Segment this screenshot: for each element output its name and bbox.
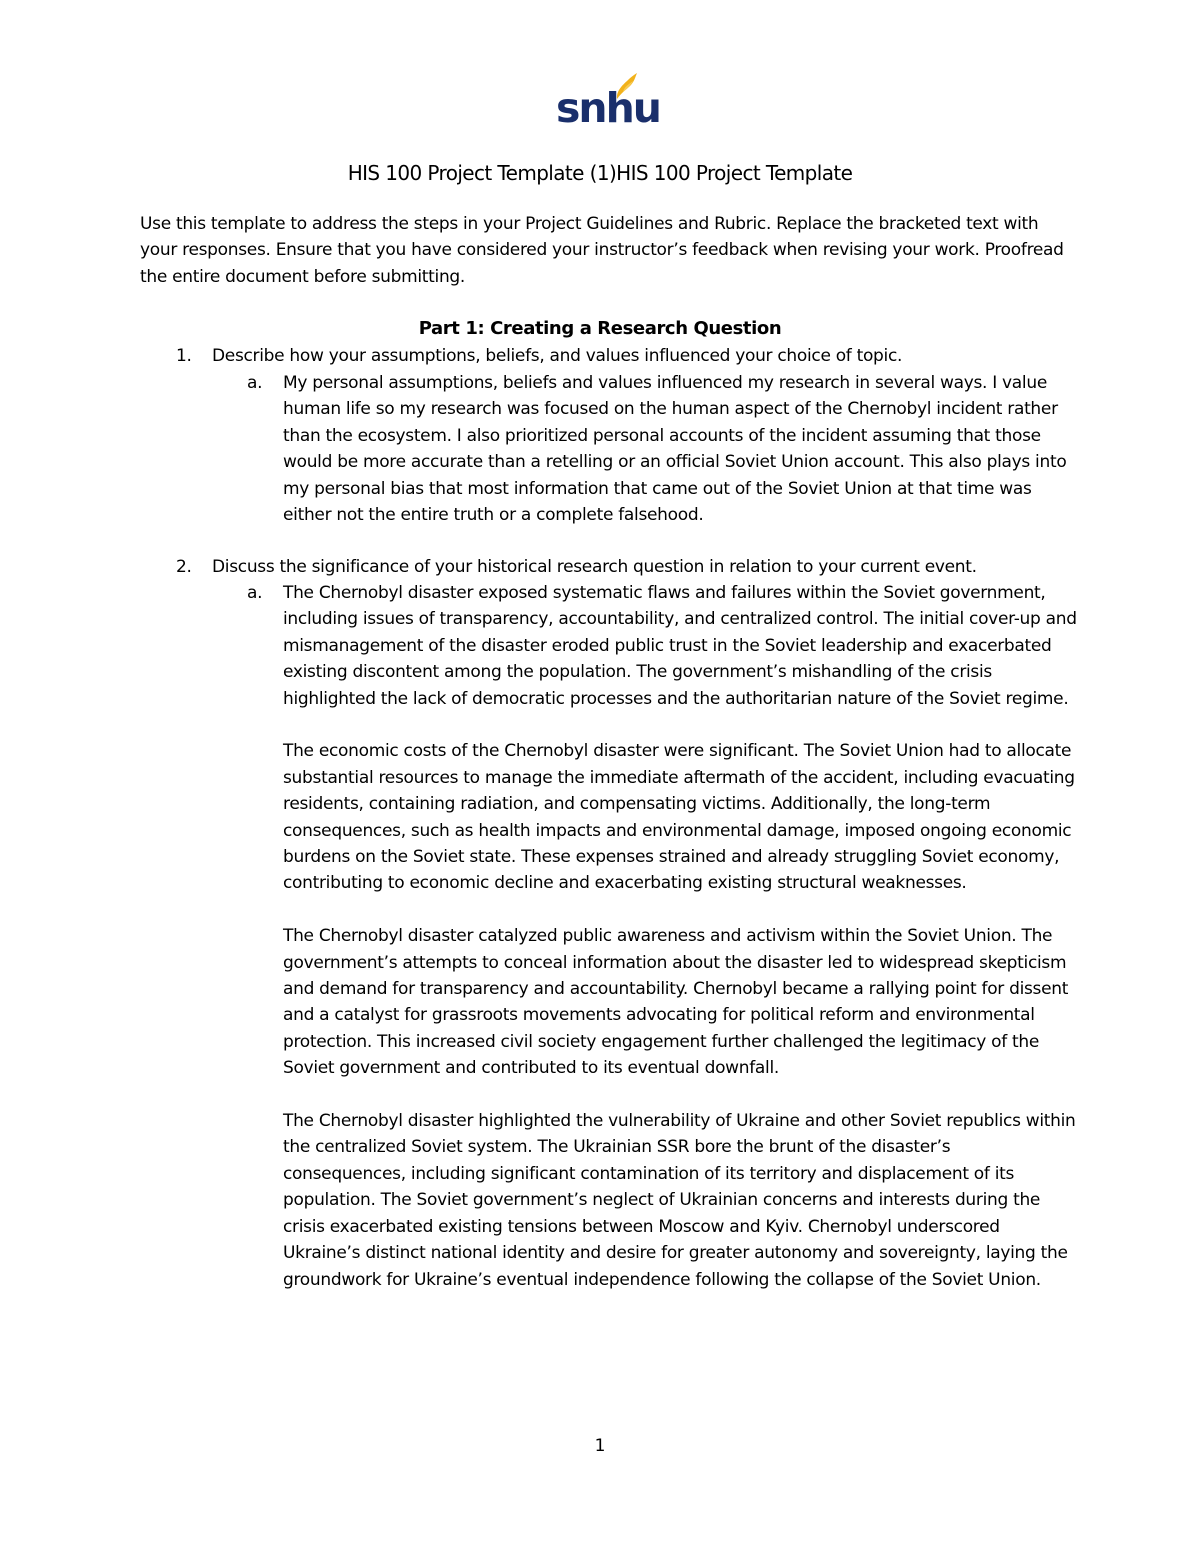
part-1-heading: Part 1: Creating a Research Question <box>418 318 782 339</box>
page-number: 1 <box>594 1436 606 1456</box>
answer-letter: a. <box>247 373 263 393</box>
question-prompt: Discuss the significance of your historical research question in relation to your current event. <box>212 557 977 577</box>
question-prompt: Describe how your assumptions, beliefs, and values influenced your choice of topic. <box>212 346 903 366</box>
answer-2 <box>247 580 1077 1293</box>
question-2 <box>140 554 1070 580</box>
answer-1 <box>247 370 1077 528</box>
question-1 <box>140 343 1070 369</box>
answer-body <box>283 580 1077 1293</box>
answer-body <box>283 370 1077 528</box>
answer-paragraph: The economic costs of the Chernobyl disaster were significant. The Soviet Union had to allocate substantial resources to manage the immediate aftermath of the accident, including evacuating residents, containing radiation, and compensating victims. Additionally, the long-term consequences, such as health impacts and environmental damage, imposed ongoing economic burdens on the Soviet state. These expenses strained and already struggling Soviet economy, contributing to economic decline and exacerbating existing structural weaknesses. <box>283 741 1075 894</box>
answer-paragraph: The Chernobyl disaster exposed systematic flaws and failures within the Soviet government, including issues of transparency, accountability, and centralized control. The initial cover-up and mismanagement of the disaster eroded public trust in the Soviet leadership and exacerbated existing discontent among the population. The government’s mishandling of the crisis highlighted the lack of democratic processes and the authoritarian nature of the Soviet regime. <box>283 583 1077 709</box>
logo-text: snhu <box>556 84 660 132</box>
answer-paragraph: My personal assumptions, beliefs and values influenced my research in several ways. I value human life so my research was focused on the human aspect of the Chernobyl incident rather than the ecosystem. I also prioritized personal accounts of the incident assuming that those would be more accurate than a retelling or an official Soviet Union account. This also plays into my personal bias that most information that came out of the Soviet Union at that time was either not the entire truth or a complete falsehood. <box>283 373 1067 526</box>
answer-paragraph: The Chernobyl disaster highlighted the vulnerability of Ukraine and other Soviet republics within the centralized Soviet system. The Ukrainian SSR bore the brunt of the disaster’s consequences, including significant contamination of its territory and displacement of its population. The Soviet government’s neglect of Ukrainian concerns and interests during the crisis exacerbated existing tensions between Moscow and Kyiv. Chernobyl underscored Ukraine’s distinct national identity and desire for greater autonomy and sovereignty, laying the groundwork for Ukraine’s eventual independence following the collapse of the Soviet Union. <box>283 1111 1076 1290</box>
answer-letter: a. <box>247 583 263 603</box>
page-title: HIS 100 Project Template (1)HIS 100 Project Template <box>347 161 853 185</box>
snhu-logo <box>556 72 660 132</box>
flame-icon <box>614 72 638 100</box>
answer-paragraph: The Chernobyl disaster catalyzed public awareness and activism within the Soviet Union. The government’s attempts to conceal information about the disaster led to widespread skepticism and demand for transparency and accountability. Chernobyl became a rallying point for dissent and a catalyst for grassroots movements advocating for political reform and environmental protection. This increased civil society engagement further challenged the legitimacy of the Soviet government and contributed to its eventual downfall. <box>283 926 1069 1079</box>
question-number: 1. <box>176 346 192 366</box>
question-number: 2. <box>176 557 192 577</box>
intro-paragraph: Use this template to address the steps in your Project Guidelines and Rubric. Replace the bracketed text with your responses. Ensure that you have considered your instructor’s feedback when revising your work. Proofread the entire document before submitting. <box>140 214 1064 287</box>
